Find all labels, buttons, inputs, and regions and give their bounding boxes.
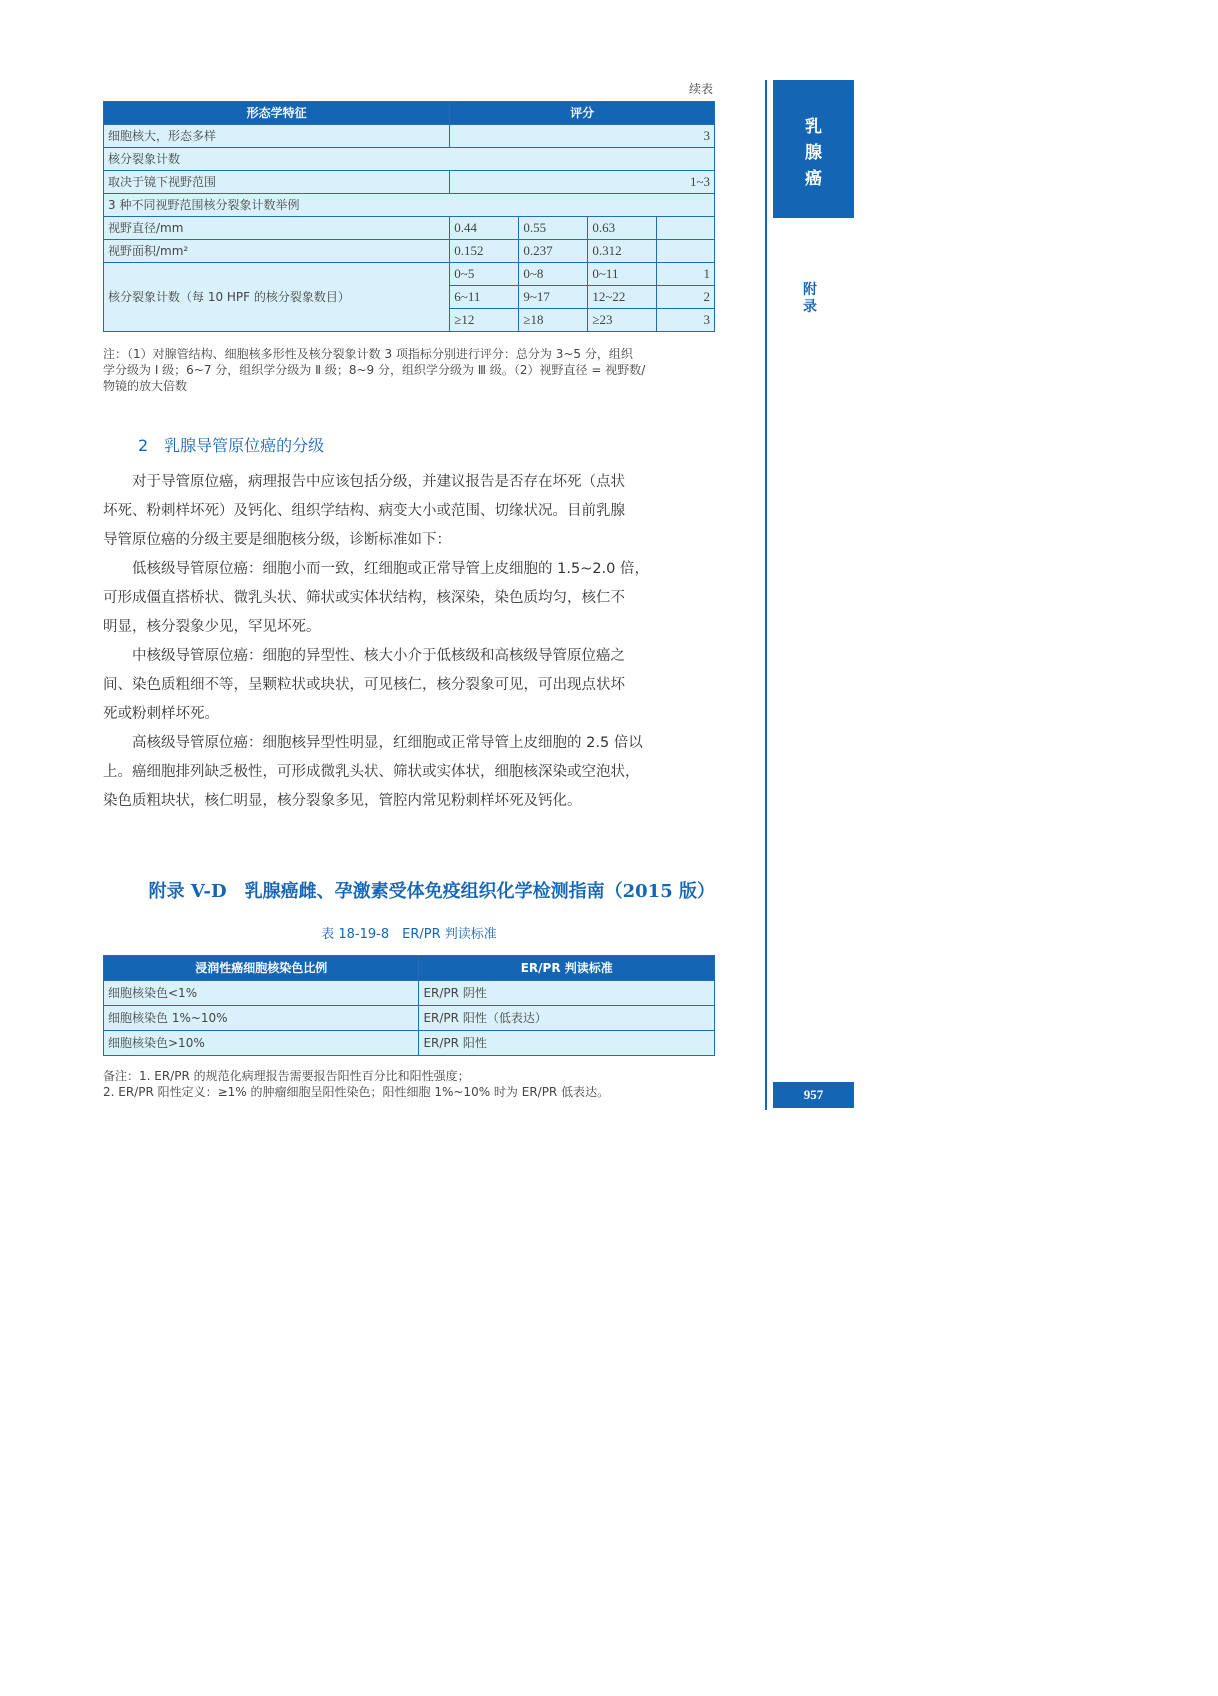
table-row xyxy=(104,217,715,240)
mitosis-label-cell: 核分裂象计数（每 10 HPF 的核分裂象数目） xyxy=(104,263,450,332)
header-staining-ratio: 浸润性癌细胞核染色比例 xyxy=(104,956,419,981)
feature-cell: 视野面积/mm² xyxy=(104,240,450,263)
margin-divider xyxy=(765,80,767,1110)
score-cell: 3 xyxy=(657,309,715,332)
feature-cell: 视野直径/mm xyxy=(104,217,450,240)
paragraph xyxy=(103,555,715,642)
score-cell: 2 xyxy=(657,286,715,309)
table-row xyxy=(104,125,715,148)
value-cell: 0~5 xyxy=(450,263,519,286)
value-cell: 0~8 xyxy=(519,263,588,286)
ratio-cell: 细胞核染色 1%~10% xyxy=(104,1006,419,1031)
feature-cell: 取决于镜下视野范围 xyxy=(104,171,450,194)
text-line: 低核级导管原位癌：细胞小而一致，红细胞或正常导管上皮细胞的 1.5~2.0 倍， xyxy=(132,561,649,577)
text-line: 死或粉刺样坏死。 xyxy=(103,706,219,722)
text-line: 坏死、粉刺样坏死）及钙化、组织学结构、病变大小或范围、切缘状况。目前乳腺 xyxy=(103,503,625,519)
er-pr-criteria-table xyxy=(103,955,715,1056)
value-cell: ≥23 xyxy=(588,309,657,332)
chapter-tab-char: 乳 xyxy=(805,117,822,137)
table1-note xyxy=(103,346,715,394)
table-row xyxy=(104,240,715,263)
text-line: 明显，核分裂象少见，罕见坏死。 xyxy=(103,619,321,635)
chapter-tab-char: 腺 xyxy=(805,143,822,163)
note-line: 注：（1）对腺管结构、细胞核多形性及核分裂象计数 3 项指标分别进行评分：总分为 3~5 分，组织 xyxy=(103,347,633,361)
table-row xyxy=(104,1031,715,1056)
note-line: 备注：1. ER/PR 的规范化病理报告需要报告阳性百分比和阳性强度； xyxy=(103,1069,470,1083)
section-heading: 2 乳腺导管原位癌的分级 xyxy=(138,436,325,455)
table-row xyxy=(104,148,715,171)
chapter-tab xyxy=(773,80,854,218)
header-criteria: ER/PR 判读标准 xyxy=(419,956,715,981)
criteria-cell: ER/PR 阳性（低表达） xyxy=(419,1006,715,1031)
table-row xyxy=(104,1006,715,1031)
criteria-cell: ER/PR 阳性 xyxy=(419,1031,715,1056)
paragraph xyxy=(103,642,715,729)
ratio-cell: 细胞核染色<1% xyxy=(104,981,419,1006)
value-cell: 12~22 xyxy=(588,286,657,309)
text-line: 高核级导管原位癌：细胞核异型性明显，红细胞或正常导管上皮细胞的 2.5 倍以 xyxy=(132,735,643,751)
paragraph xyxy=(103,729,715,816)
note-line: 物镜的放大倍数 xyxy=(103,379,188,393)
chapter-tab-char: 癌 xyxy=(805,169,822,189)
feature-cell: 核分裂象计数 xyxy=(104,148,715,171)
score-cell: 3 xyxy=(450,125,715,148)
score-cell: 1 xyxy=(657,263,715,286)
value-cell: 6~11 xyxy=(450,286,519,309)
paragraph xyxy=(103,468,715,555)
value-cell: 9~17 xyxy=(519,286,588,309)
value-cell: 0.152 xyxy=(450,240,519,263)
header-feature: 形态学特征 xyxy=(104,102,450,125)
feature-cell: 细胞核大，形态多样 xyxy=(104,125,450,148)
side-label-char: 录 xyxy=(803,299,817,315)
note-line: 学分级为 Ⅰ 级；6~7 分，组织学分级为 Ⅱ 级；8~9 分，组织学分级为 Ⅲ 级。（2）视野直径 = 视野数/ xyxy=(103,363,646,377)
section-side-label xyxy=(800,282,820,316)
text-line: 对于导管原位癌，病理报告中应该包括分级，并建议报告是否存在坏死（点状 xyxy=(132,474,625,490)
text-line: 导管原位癌的分级主要是细胞核分级，诊断标准如下： xyxy=(103,532,451,548)
page-number: 957 xyxy=(773,1082,854,1108)
ratio-cell: 细胞核染色>10% xyxy=(104,1031,419,1056)
table-row xyxy=(104,194,715,217)
table2-note xyxy=(103,1068,715,1100)
value-cell xyxy=(657,240,715,263)
text-line: 间、染色质粗细不等，呈颗粒状或块状，可见核仁，核分裂象可见，可出现点状坏 xyxy=(103,677,625,693)
header-score: 评分 xyxy=(450,102,715,125)
side-label-char: 附 xyxy=(803,282,817,298)
appendix-heading: 附录 V-D 乳腺癌雌、孕激素受体免疫组织化学检测指南（2015 版） xyxy=(148,881,715,902)
note-line: 2. ER/PR 阳性定义：≥1% 的肿瘤细胞呈阳性染色；阳性细胞 1%~10% 时为 ER/PR 低表达。 xyxy=(103,1085,610,1099)
value-cell: 0.237 xyxy=(519,240,588,263)
continued-label: 续表 xyxy=(688,82,713,96)
text-line: 中核级导管原位癌：细胞的异型性、核大小介于低核级和高核级导管原位癌之 xyxy=(132,648,625,664)
text-line: 染色质粗块状，核仁明显，核分裂象多见，管腔内常见粉刺样坏死及钙化。 xyxy=(103,793,582,809)
score-cell: 1~3 xyxy=(450,171,715,194)
value-cell: 0~11 xyxy=(588,263,657,286)
feature-cell: 3 种不同视野范围核分裂象计数举例 xyxy=(104,194,715,217)
text-line: 上。癌细胞排列缺乏极性，可形成微乳头状、筛状或实体状，细胞核深染或空泡状， xyxy=(103,764,640,780)
value-cell xyxy=(657,217,715,240)
value-cell: 0.55 xyxy=(519,217,588,240)
table-header-row xyxy=(104,956,715,981)
morphology-score-table xyxy=(103,101,715,332)
table-row xyxy=(104,171,715,194)
value-cell: ≥12 xyxy=(450,309,519,332)
table-header-row xyxy=(104,102,715,125)
table-row xyxy=(104,263,715,286)
table-row xyxy=(104,981,715,1006)
value-cell: 0.63 xyxy=(588,217,657,240)
text-line: 可形成僵直搭桥状、微乳头状、筛状或实体状结构，核深染，染色质均匀，核仁不 xyxy=(103,590,625,606)
criteria-cell: ER/PR 阴性 xyxy=(419,981,715,1006)
table-caption: 表 18-19-8 ER/PR 判读标准 xyxy=(321,927,497,942)
value-cell: 0.44 xyxy=(450,217,519,240)
value-cell: ≥18 xyxy=(519,309,588,332)
value-cell: 0.312 xyxy=(588,240,657,263)
